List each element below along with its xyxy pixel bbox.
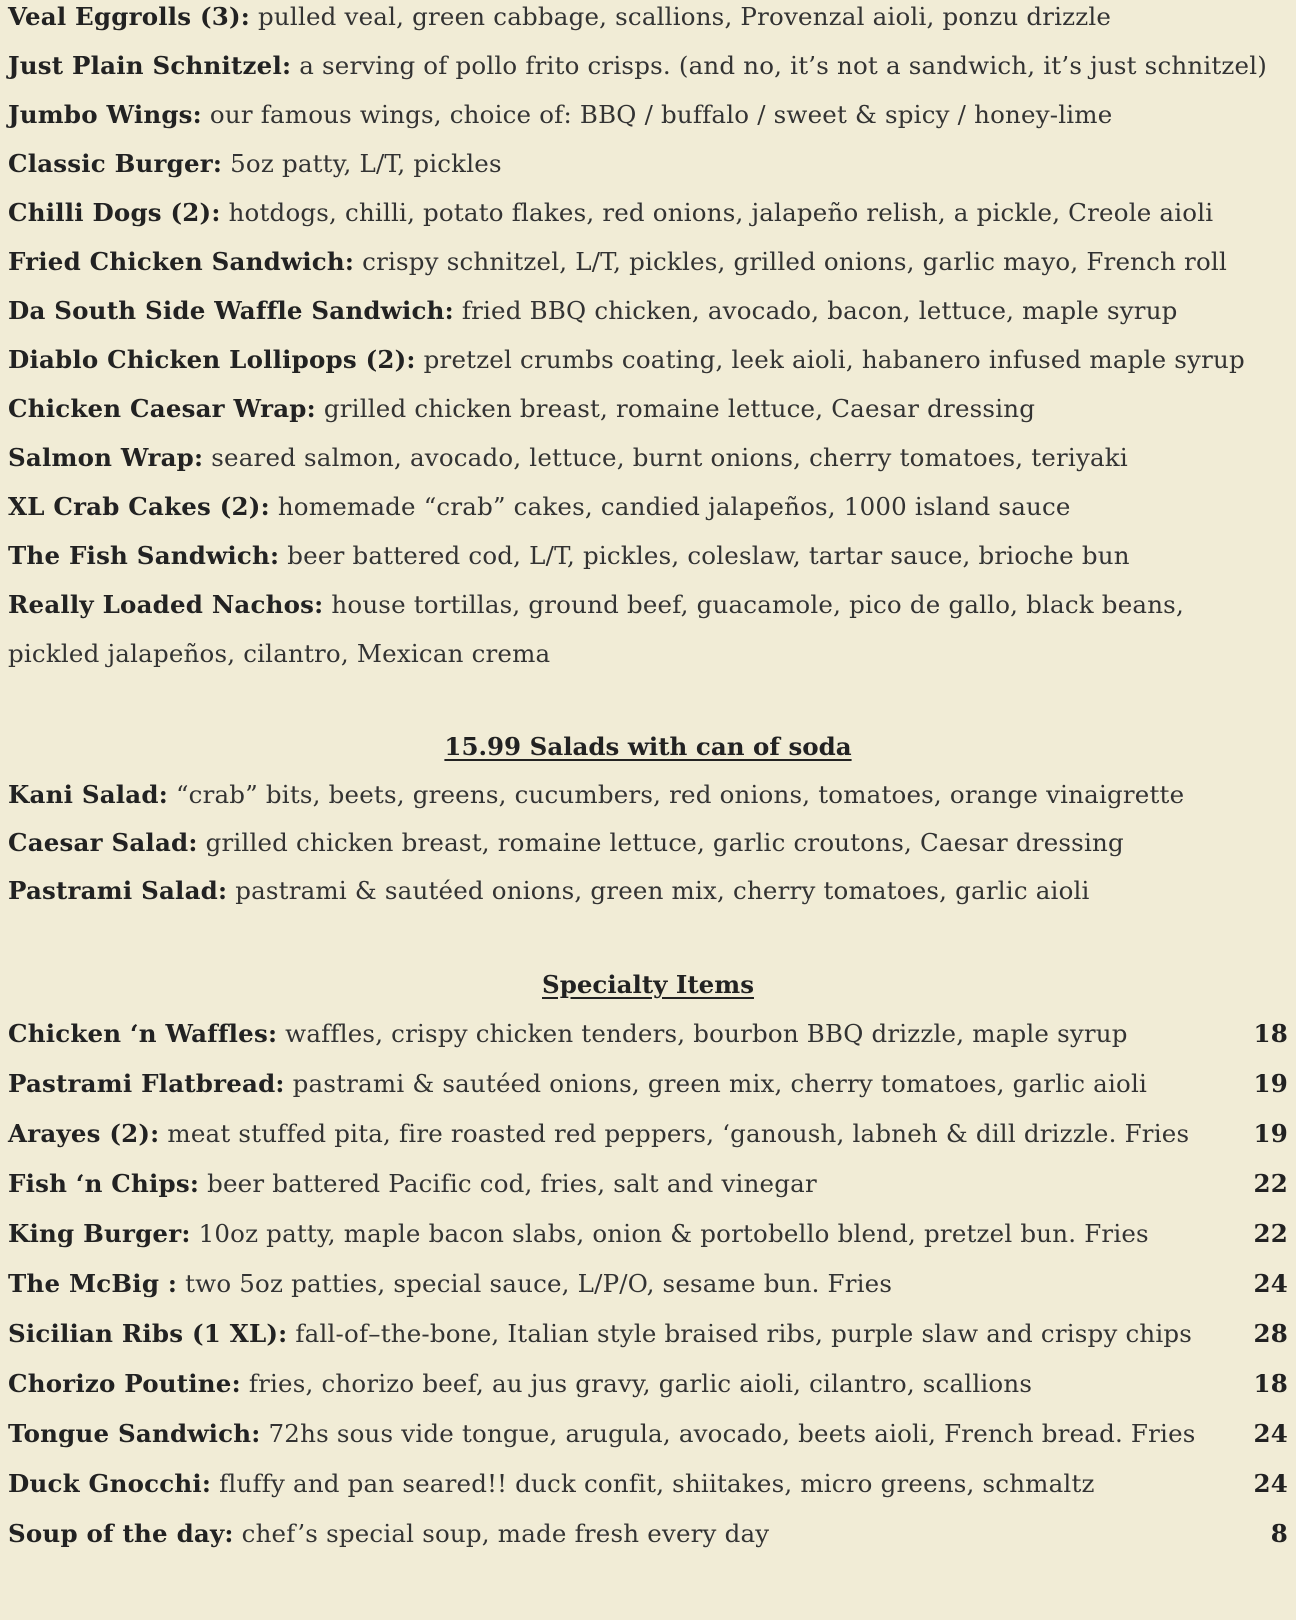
item-description: fried BBQ chicken, avocado, bacon, lettuce, maple syrup	[453, 296, 1178, 325]
item-description: seared salmon, avocado, lettuce, burnt onions, cherry tomatoes, teriyaki	[203, 443, 1128, 472]
item-price: 19	[1253, 1119, 1288, 1148]
item-description: fall-of–the-bone, Italian style braised ribs, purple slaw and crispy chips	[287, 1319, 1193, 1348]
menu-item-pastrami-salad	[8, 874, 1286, 908]
item-name: Duck Gnocchi:	[8, 1469, 212, 1498]
item-name: Really Loaded Nachos:	[8, 590, 324, 619]
item-name: Veal Eggrolls (3):	[8, 2, 251, 31]
menu-item-chicken-caesar-wrap	[8, 392, 1286, 426]
item-description: pastrami & sautéed onions, green mix, cherry tomatoes, garlic aioli	[284, 1069, 1148, 1098]
item-description: 10oz patty, maple bacon slabs, onion & portobello blend, pretzel bun. Fries	[190, 1219, 1149, 1248]
menu-item-the-mcbig	[8, 1267, 1288, 1301]
menu-item-fried-chicken-sandwich	[8, 245, 1286, 279]
item-description: 5oz patty, L/T, pickles	[222, 149, 502, 178]
item-name: The Fish Sandwich:	[8, 541, 280, 570]
menu-item-chilli-dogs	[8, 196, 1286, 230]
item-price: 18	[1253, 1019, 1288, 1048]
menu-item-caesar-salad	[8, 826, 1286, 860]
item-description: grilled chicken breast, romaine lettuce, Caesar dressing	[315, 394, 1036, 423]
item-description: hotdogs, chilli, potato flakes, red onions, jalapeño relish, a pickle, Creole aioli	[220, 198, 1214, 227]
item-name: Da South Side Waffle Sandwich:	[8, 296, 454, 325]
item-name: Pastrami Salad:	[8, 876, 228, 905]
item-name: Chilli Dogs (2):	[8, 198, 221, 227]
menu-item-tongue-sandwich	[8, 1417, 1288, 1451]
item-name: Fried Chicken Sandwich:	[8, 247, 355, 276]
menu-item-king-burger	[8, 1217, 1288, 1251]
item-name: Jumbo Wings:	[8, 100, 202, 129]
item-description: meat stuffed pita, fire roasted red peppers, ‘ganoush, labneh & dill drizzle. Fries	[159, 1119, 1190, 1148]
item-name: King Burger:	[8, 1219, 191, 1248]
item-name: Chorizo Poutine:	[8, 1369, 241, 1398]
menu-item-chicken-n-waffles	[8, 1017, 1288, 1051]
item-name: The McBig :	[8, 1269, 178, 1298]
menu-item-loaded-nachos-continued	[8, 637, 1286, 671]
menu-item-just-plain-schnitzel	[8, 49, 1286, 83]
item-price: 18	[1253, 1369, 1288, 1398]
menu-item-kani-salad	[8, 778, 1286, 812]
section-heading-specialty: Specialty Items	[542, 970, 754, 999]
item-price: 8	[1270, 1519, 1288, 1548]
item-description: chef’s special soup, made fresh every day	[233, 1519, 770, 1548]
item-name: Just Plain Schnitzel:	[8, 51, 292, 80]
menu-item-duck-gnocchi	[8, 1467, 1288, 1501]
item-description: beer battered Pacific cod, fries, salt and vinegar	[199, 1169, 817, 1198]
menu-item-loaded-nachos	[8, 588, 1286, 622]
item-name: Arayes (2):	[8, 1119, 160, 1148]
menu-item-fish-sandwich	[8, 539, 1286, 573]
item-name: Classic Burger:	[8, 149, 223, 178]
item-description: two 5oz patties, special sauce, L/P/O, sesame bun. Fries	[177, 1269, 893, 1298]
item-description: 72hs sous vide tongue, arugula, avocado, beets aioli, French bread. Fries	[260, 1419, 1196, 1448]
menu-item-chicken-lollipops	[8, 343, 1286, 377]
item-name: Tongue Sandwich:	[8, 1419, 261, 1448]
menu-item-chorizo-poutine	[8, 1367, 1288, 1401]
section-heading-salads: 15.99 Salads with can of soda	[444, 732, 852, 761]
item-price: 22	[1253, 1169, 1288, 1198]
item-price: 24	[1253, 1269, 1288, 1298]
item-name: Sicilian Ribs (1 XL):	[8, 1319, 288, 1348]
item-description: pastrami & sautéed onions, green mix, cherry tomatoes, garlic aioli	[227, 876, 1090, 905]
item-description: homemade “crab” cakes, candied jalapeños, 1000 island sauce	[269, 492, 1071, 521]
menu-item-crab-cakes	[8, 490, 1286, 524]
item-description: pulled veal, green cabbage, scallions, Provenzal aioli, ponzu drizzle	[250, 2, 1112, 31]
item-name: Kani Salad:	[8, 780, 168, 809]
item-price: 28	[1253, 1319, 1288, 1348]
menu-item-veal-eggrolls	[8, 0, 1286, 34]
menu-item-jumbo-wings	[8, 98, 1286, 132]
item-description: pretzel crumbs coating, leek aioli, habanero infused maple syrup	[415, 345, 1245, 374]
item-name: Pastrami Flatbread:	[8, 1069, 285, 1098]
item-name: Caesar Salad:	[8, 828, 198, 857]
menu-item-classic-burger	[8, 147, 1286, 181]
item-name: Fish ‘n Chips:	[8, 1169, 200, 1198]
item-price: 24	[1253, 1419, 1288, 1448]
item-price: 22	[1253, 1219, 1288, 1248]
menu-item-sicilian-ribs	[8, 1317, 1288, 1351]
item-price: 19	[1253, 1069, 1288, 1098]
menu-item-pastrami-flatbread	[8, 1067, 1288, 1101]
item-description: house tortillas, ground beef, guacamole, pico de gallo, black beans,	[323, 590, 1184, 619]
item-description: our famous wings, choice of: BBQ / buffalo / sweet & spicy / honey-lime	[201, 100, 1113, 129]
item-name: Diablo Chicken Lollipops (2):	[8, 345, 416, 374]
item-name: XL Crab Cakes (2):	[8, 492, 270, 521]
item-description: beer battered cod, L/T, pickles, coleslaw, tartar sauce, brioche bun	[279, 541, 1130, 570]
menu-item-fish-n-chips	[8, 1167, 1288, 1201]
item-name: Soup of the day:	[8, 1519, 234, 1548]
menu-item-waffle-sandwich	[8, 294, 1286, 328]
item-name: Salmon Wrap:	[8, 443, 204, 472]
item-description: fluffy and pan seared!! duck confit, shiitakes, micro greens, schmaltz	[211, 1469, 1095, 1498]
menu-item-soup-of-the-day	[8, 1517, 1288, 1551]
menu-item-salmon-wrap	[8, 441, 1286, 475]
item-description: waffles, crispy chicken tenders, bourbon BBQ drizzle, maple syrup	[277, 1019, 1128, 1048]
item-name: Chicken Caesar Wrap:	[8, 394, 316, 423]
item-description: crispy schnitzel, L/T, pickles, grilled onions, garlic mayo, French roll	[354, 247, 1227, 276]
item-price: 24	[1253, 1469, 1288, 1498]
item-name: Chicken ‘n Waffles:	[8, 1019, 278, 1048]
item-description: pickled jalapeños, cilantro, Mexican crema	[8, 639, 551, 668]
item-description: fries, chorizo beef, au jus gravy, garlic aioli, cilantro, scallions	[240, 1369, 1033, 1398]
menu-item-arayes	[8, 1117, 1288, 1151]
item-description: a serving of pollo frito crisps. (and no, it’s not a sandwich, it’s just schnitzel)	[291, 51, 1268, 80]
item-description: “crab” bits, beets, greens, cucumbers, red onions, tomatoes, orange vinaigrette	[167, 780, 1185, 809]
item-description: grilled chicken breast, romaine lettuce, garlic croutons, Caesar dressing	[197, 828, 1124, 857]
